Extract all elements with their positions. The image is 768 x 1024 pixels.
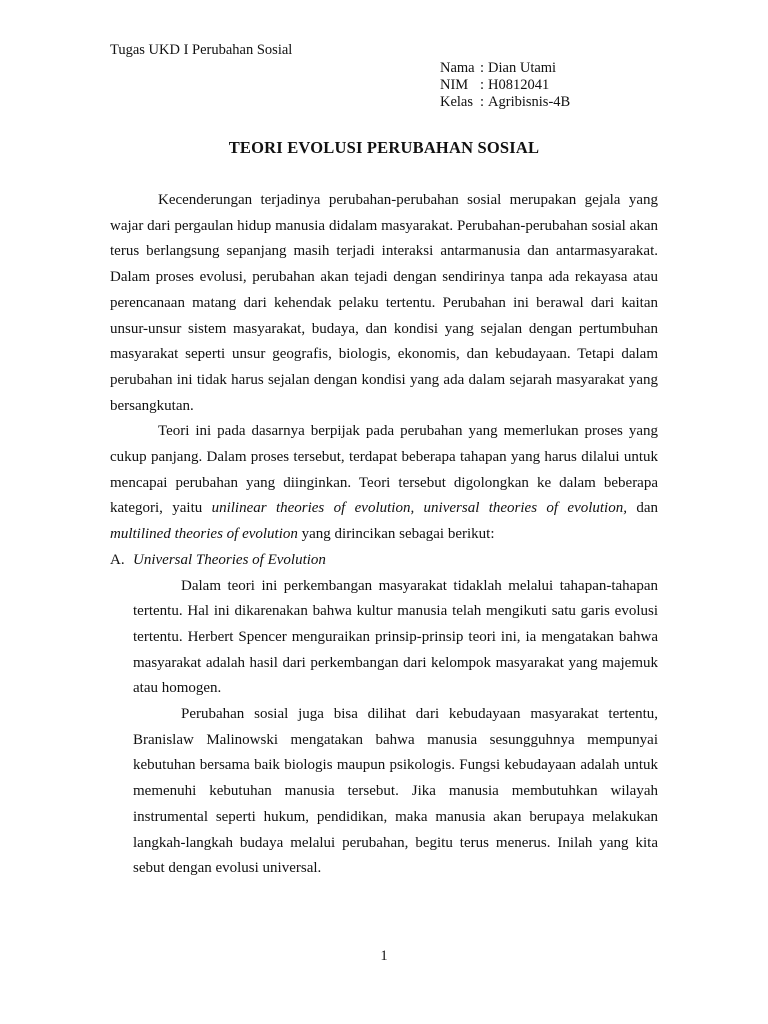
italic-term: unilinear theories of evolution, universal theories of evolution,: [211, 500, 627, 517]
identity-value: Agribisnis-4B: [488, 94, 571, 110]
intro-paragraph: Kecenderungan terjadinya perubahan-perubahan sosial merupakan gejala yang wajar dari pergaulan hidup manusia didalam masyarakat. Perubahan-perubahan sosial akan terus berlangsung sepanjang masih terjadi interaksi antarmanusia dan antarmasyarakat. Dalam proses evolusi, perubahan akan tejadi dengan sendirinya tanpa ada rekayasa atau perencanaan matang dari kehendak pelaku tertentu. Perubahan ini berawal dari kaitan unsur-unsur sistem masyarakat, budaya, dan kondisi yang sejalan dengan pertumbuhan masyarakat seperti unsur geografis, biologis, ekonomis, dan kebudayaan. Tetapi dalam perubahan ini tidak harus sejalan dengan kondisi yang ada dalam sejarah masyarakat yang bersangkutan.: [110, 192, 658, 414]
identity-value: Dian Utami: [488, 60, 557, 76]
identity-separator: :: [480, 77, 485, 93]
section-heading: [110, 548, 658, 574]
section-letter: A.: [110, 551, 125, 568]
paragraph-text: yang dirincikan sebagai berikut:: [297, 526, 495, 543]
italic-term: multilined theories of evolution: [110, 526, 298, 543]
identity-separator: :: [480, 94, 485, 110]
section-paragraph: Perubahan sosial juga bisa dilihat dari kebudayaan masyarakat tertentu, Branislaw Malinowski mengatakan bahwa manusia sesungguhnya mempunyai kebutuhan bersama baik biologis maupun psikologis. Fungsi kebudayaan adalah untuk memenuhi kebutuhan manusia tersebut. Jika manusia membutuhkan wilayah instrumental seperti hukum, pendidikan, maka manusia akan berupaya melakukan langkah-langkah budaya melalui perubahan, begitu terus menerus. Inilah yang kita sebut dengan evolusi universal.: [133, 706, 658, 877]
section-content: [133, 574, 658, 882]
section-title: Universal Theories of Evolution: [133, 551, 326, 568]
identity-row-nim: [440, 77, 570, 94]
page-number: 1: [380, 948, 388, 964]
document-title: TEORI EVOLUSI PERUBAHAN SOSIAL: [228, 138, 540, 157]
identity-key: Nama: [440, 60, 475, 76]
section-paragraph: Dalam teori ini perkembangan masyarakat tidaklah melalui tahapan-tahapan tertentu. Hal ini dikarenakan bahwa kultur manusia telah mengikuti satu garis evolusi tertentu. Herbert Spencer menguraikan prinsip-prinsip teori ini, ia mengatakan bahwa masyarakat adalah hasil dari perkembangan dari kelompok masyarakat yang majemuk atau homogen.: [133, 577, 658, 697]
identity-key: Kelas: [440, 94, 474, 110]
categories-paragraph: [110, 419, 658, 548]
paragraph-text: Teori ini pada dasarnya berpijak pada perubahan yang memerlukan proses yang cukup panjang. Dalam proses tersebut, terdapat beberapa tahapan yang harus dilalui untuk mencapai perubahan yang diinginkan. Teori tersebut digolongkan ke dalam beberapa kategori, yaitu: [110, 423, 658, 517]
document-body: [110, 188, 658, 882]
student-identity: [440, 60, 570, 111]
identity-row-name: [440, 60, 570, 77]
paragraph-text: dan: [626, 500, 658, 517]
identity-key: NIM: [440, 77, 469, 93]
identity-value: H0812041: [488, 77, 550, 93]
identity-row-class: [440, 94, 570, 111]
course-header: Tugas UKD I Perubahan Sosial: [110, 42, 293, 58]
identity-separator: :: [480, 60, 485, 76]
